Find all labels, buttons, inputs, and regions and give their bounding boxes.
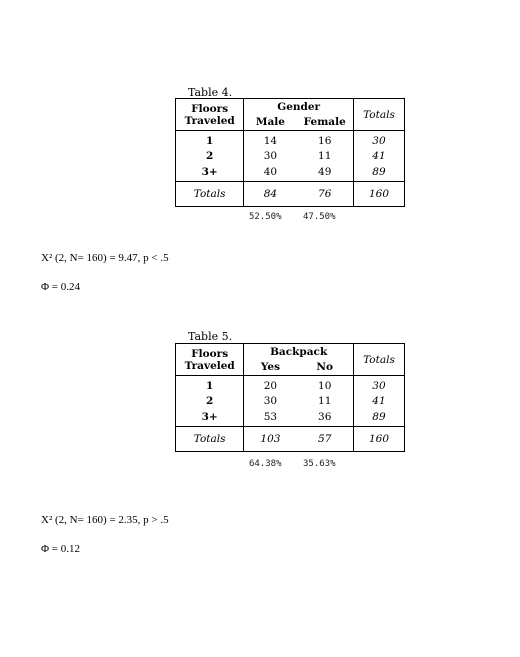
table4 [175, 98, 405, 207]
row-label: 1 [206, 134, 214, 147]
cell: 53 [244, 409, 297, 427]
grand-total: 160 [353, 182, 404, 207]
cell: 30 [244, 393, 297, 409]
table5-pct2: 35.63% [303, 459, 336, 469]
row-total: 30 [353, 131, 404, 148]
cell: 36 [318, 411, 332, 424]
table-row [176, 131, 405, 148]
table5-pct1: 64.38% [249, 459, 282, 469]
table4-group-head: Gender [244, 99, 354, 115]
cell: 16 [318, 134, 332, 147]
row-total: 30 [353, 376, 404, 393]
row-total: 89 [353, 409, 404, 427]
table4-pct1: 52.50% [249, 212, 282, 222]
table4-caption: Table 4. [188, 86, 233, 99]
table4-col2-head: Female [296, 115, 353, 131]
table5-rowhead [176, 344, 244, 376]
row-label: 2 [206, 149, 214, 162]
cell: 103 [244, 427, 297, 452]
totals-row [176, 427, 405, 452]
totals-label: Totals [176, 427, 244, 452]
row-label: 3+ [201, 166, 218, 179]
chi-square-stat-4 [41, 252, 169, 264]
cell: 57 [296, 427, 353, 452]
row-label: 2 [206, 394, 214, 407]
table5-caption: Table 5. [188, 330, 233, 343]
cell: 40 [244, 164, 297, 182]
table-row [176, 148, 405, 164]
cell: 49 [318, 166, 332, 179]
totals-row [176, 182, 405, 207]
chi-square-stat-5 [41, 514, 169, 526]
table-row [176, 393, 405, 409]
cell: 84 [244, 182, 297, 207]
cell: 10 [318, 379, 332, 392]
cell: 30 [244, 148, 297, 164]
table4-rowhead [176, 99, 244, 131]
table4-rowhead-line2: Traveled [184, 114, 235, 127]
row-total: 41 [353, 148, 404, 164]
phi-stat-4: Φ = 0.24 [41, 281, 80, 293]
totals-label: Totals [176, 182, 244, 207]
chi-square-text: X² (2, N= 160) = 9.47, p < .5 [41, 252, 169, 264]
row-label: 3+ [201, 411, 218, 424]
table5-group-head: Backpack [244, 344, 354, 360]
cell: 11 [318, 149, 332, 162]
table5-col2-head: No [296, 360, 353, 376]
grand-total: 160 [353, 427, 404, 452]
row-label: 1 [206, 379, 214, 392]
table4-pct2: 47.50% [303, 212, 336, 222]
table5-rowhead-line2: Traveled [184, 359, 235, 372]
table4-rowhead-line1: Floors [191, 102, 229, 115]
table-row [176, 376, 405, 393]
table-row [176, 164, 405, 182]
phi-stat-5: Φ = 0.12 [41, 543, 80, 555]
cell: 76 [296, 182, 353, 207]
row-total: 41 [353, 393, 404, 409]
cell: 11 [318, 394, 332, 407]
cell: 20 [244, 376, 297, 393]
table5 [175, 343, 405, 452]
table5-col1-head: Yes [244, 360, 297, 376]
row-total: 89 [353, 164, 404, 182]
table5-totals-head: Totals [353, 344, 404, 376]
table-row [176, 409, 405, 427]
table4-col1-head: Male [244, 115, 297, 131]
table5-rowhead-line1: Floors [191, 347, 229, 360]
cell: 14 [244, 131, 297, 148]
table4-totals-head: Totals [353, 99, 404, 131]
chi-square-text: X² (2, N= 160) = 2.35, p > .5 [41, 514, 169, 526]
